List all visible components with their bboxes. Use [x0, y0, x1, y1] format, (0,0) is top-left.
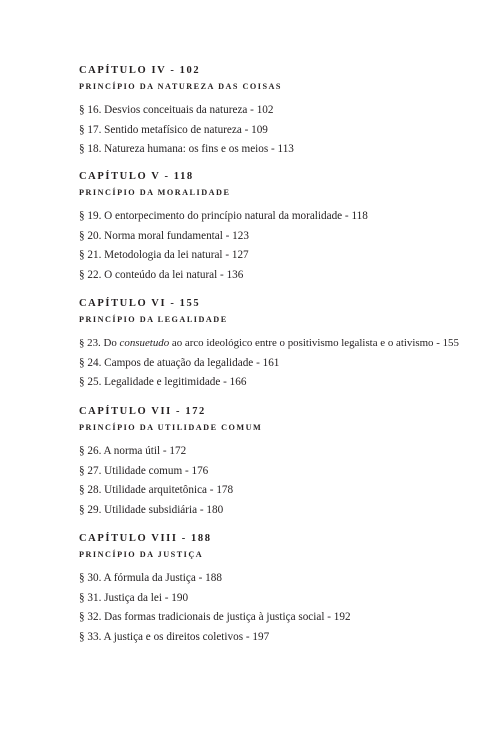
- chapter-subtitle: PRINCÍPIO DA JUSTIÇA: [79, 550, 204, 559]
- chapter-subtitle: PRINCÍPIO DA LEGALIDADE: [79, 315, 228, 324]
- toc-entry: § 21. Metodologia da lei natural - 127: [79, 249, 249, 261]
- toc-entry: § 16. Desvios conceituais da natureza - 102: [79, 104, 274, 116]
- entry-list: [79, 442, 479, 520]
- toc-entry: § 29. Utilidade subsidiária - 180: [79, 503, 224, 516]
- entry-list: [79, 101, 479, 160]
- toc-entry: § 32. Das formas tradicionais de justiça à justiça social - 192: [79, 611, 351, 623]
- toc-entry: § 30. A fórmula da Justiça - 188: [79, 572, 222, 584]
- toc-entry: § 20. Norma moral fundamental - 123: [79, 229, 249, 242]
- entry-list: [79, 569, 479, 647]
- chapter-subtitle: PRINCÍPIO DA MORALIDADE: [79, 188, 231, 197]
- toc-entry: § 27. Utilidade comum - 176: [79, 464, 209, 477]
- chapter-title: CAPÍTULO VI - 155: [79, 298, 201, 309]
- chapter-vii: [79, 406, 479, 520]
- chapter-vi: [79, 298, 479, 393]
- chapter-iv: [79, 65, 479, 160]
- toc-entry: § 33. A justiça e os direitos coletivos - 197: [79, 630, 270, 643]
- chapter-title: CAPÍTULO VIII - 188: [79, 533, 212, 544]
- toc-entry: § 18. Natureza humana: os fins e os meios - 113: [79, 143, 294, 155]
- toc-entry: § 22. O conteúdo da lei natural - 136: [79, 268, 244, 281]
- chapter-v: [79, 171, 479, 285]
- toc-entry: [79, 334, 479, 354]
- toc-entry: § 25. Legalidade e legitimidade - 166: [79, 376, 247, 388]
- entry-text-pre: § 23. Do: [79, 337, 120, 349]
- toc-entry: § 17. Sentido metafísico de natureza - 109: [79, 123, 268, 136]
- chapter-viii: [79, 533, 479, 647]
- chapter-title: CAPÍTULO VII - 172: [79, 406, 206, 417]
- toc-entry: § 28. Utilidade arquitetônica - 178: [79, 484, 234, 496]
- entry-text-italic: consuetudo: [119, 337, 170, 349]
- chapter-title: CAPÍTULO V - 118: [79, 171, 194, 182]
- entry-list: [79, 207, 479, 285]
- chapter-title: CAPÍTULO IV - 102: [79, 65, 201, 76]
- chapter-subtitle: PRINCÍPIO DA UTILIDADE COMUM: [79, 423, 263, 432]
- toc-entry: § 24. Campos de atuação da legalidade - 161: [79, 356, 280, 369]
- toc-entry: § 31. Justiça da lei - 190: [79, 591, 189, 604]
- toc-entry: § 19. O entorpecimento do princípio natural da moralidade - 118: [79, 210, 368, 222]
- toc-entry: § 26. A norma útil - 172: [79, 445, 187, 457]
- chapter-subtitle: PRINCÍPIO DA NATUREZA DAS COISAS: [79, 82, 282, 91]
- entry-list: [79, 334, 479, 393]
- entry-text-post: ao arco ideológico entre o positivismo legalista e o ativismo - 155: [169, 337, 459, 349]
